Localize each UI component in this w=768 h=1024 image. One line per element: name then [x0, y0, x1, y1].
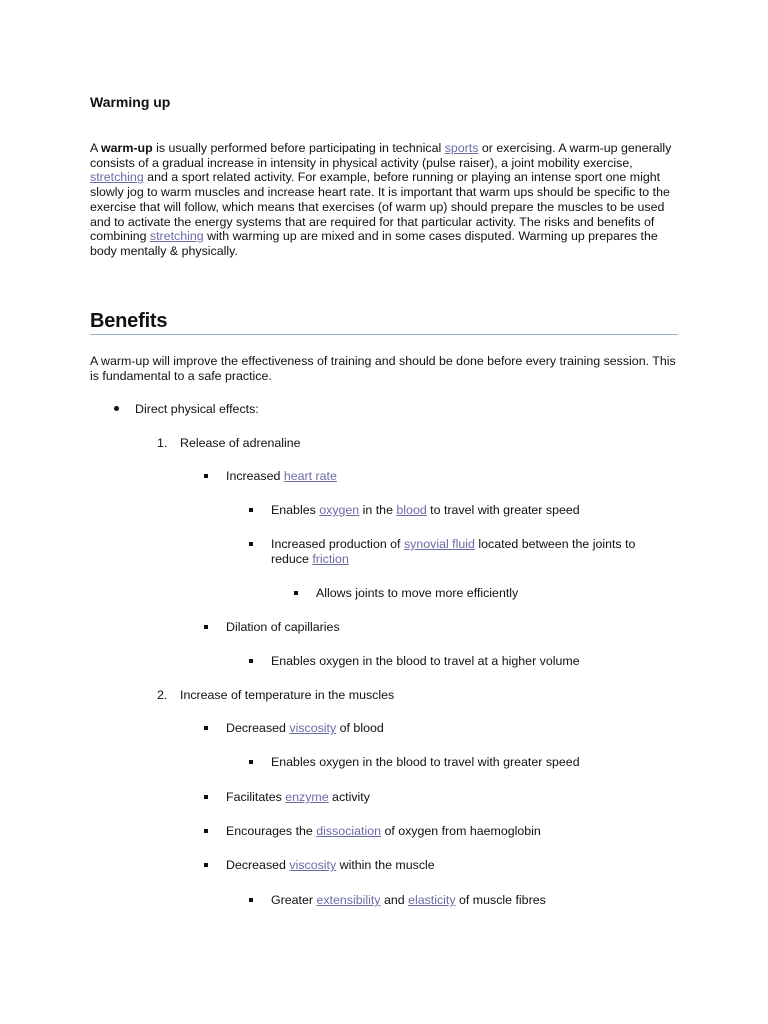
list-number: 2.	[157, 688, 168, 702]
link-stretching[interactable]: stretching	[149, 229, 204, 244]
bullet-square	[204, 863, 208, 867]
bullet-square	[204, 829, 208, 833]
bullet-square	[204, 625, 208, 629]
bullet-square	[249, 542, 253, 546]
link-oxygen[interactable]: oxygen	[319, 503, 360, 517]
link-heart-rate[interactable]: heart rate	[283, 469, 337, 483]
bullet-square	[249, 508, 253, 512]
list-item-oxygen-speed: Enables oxygen in the blood to travel with greater speed	[271, 503, 580, 517]
link-friction[interactable]: friction	[312, 551, 349, 566]
link-blood[interactable]: blood	[396, 503, 427, 517]
bold-term-warm-up: warm-up	[101, 141, 153, 155]
list-item-dissociation: Encourages the dissociation of oxygen from haemoglobin	[226, 824, 541, 838]
bullet-disc	[114, 406, 119, 411]
list-item-viscosity-muscle: Decreased viscosity within the muscle	[226, 858, 435, 872]
list-number: 1.	[157, 436, 168, 450]
section-heading-benefits: Benefits	[90, 309, 678, 335]
link-stretching[interactable]: stretching	[90, 170, 144, 185]
link-viscosity[interactable]: viscosity	[289, 858, 337, 872]
page-title: Warming up	[90, 94, 171, 110]
link-elasticity[interactable]: elasticity	[408, 893, 456, 907]
bullet-square	[294, 591, 298, 595]
list-item-temperature: Increase of temperature in the muscles	[180, 688, 395, 702]
link-synovial-fluid[interactable]: synovial fluid	[403, 537, 475, 551]
list-item-extensibility: Greater extensibility and elasticity of muscle fibres	[271, 893, 546, 907]
list-item-viscosity-blood: Decreased viscosity of blood	[226, 721, 384, 735]
list-item-synovial-fluid: Increased production of synovial fluid located between the joints to reduce friction	[271, 537, 636, 566]
list-item-heart-rate: Increased heart rate	[226, 469, 337, 483]
list-item-direct-effects: Direct physical effects:	[135, 402, 259, 416]
list-item-adrenaline: Release of adrenaline	[180, 436, 301, 450]
link-dissociation[interactable]: dissociation	[316, 824, 381, 838]
bullet-square	[204, 795, 208, 799]
link-extensibility[interactable]: extensibility	[316, 893, 381, 907]
list-item-capillaries: Dilation of capillaries	[226, 620, 340, 634]
link-enzyme[interactable]: enzyme	[285, 790, 329, 804]
list-item-enzyme: Facilitates enzyme activity	[226, 790, 370, 804]
link-viscosity[interactable]: viscosity	[289, 721, 337, 735]
bullet-square	[204, 474, 208, 478]
list-item-oxygen-volume: Enables oxygen in the blood to travel at a higher volume	[271, 654, 580, 668]
benefits-lead-paragraph: A warm-up will improve the effectiveness of training and should be done before every training session. This is fundamental to a safe practice.	[90, 354, 676, 383]
list-item-joints: Allows joints to move more efficiently	[316, 586, 519, 600]
bullet-square	[249, 760, 253, 764]
bullet-square	[249, 659, 253, 663]
bullet-square	[204, 726, 208, 730]
link-sports[interactable]: sports	[444, 141, 479, 155]
bullet-square	[249, 898, 253, 902]
intro-paragraph: A warm-up is usually performed before participating in technical sports or exercising. A warm-up generally consists of a gradual increase in intensity in physical activity (pulse raiser), a joint mobility exercise, stretching and a sport related activity. For example, before running or playing an intense sport one might slowly jog to warm muscles and increase heart rate. It is important that warm ups should be specific to the exercise that will follow, which means that exercises (of warm up) should prepare the muscles to be used and to activate the energy systems that are required for that particular activity. The risks and benefits of combining stretching with warming up are mixed and in some cases disputed. Warming up prepares the body mentally & physically.	[90, 141, 672, 258]
list-item-oxygen-speed-2: Enables oxygen in the blood to travel with greater speed	[271, 755, 580, 769]
